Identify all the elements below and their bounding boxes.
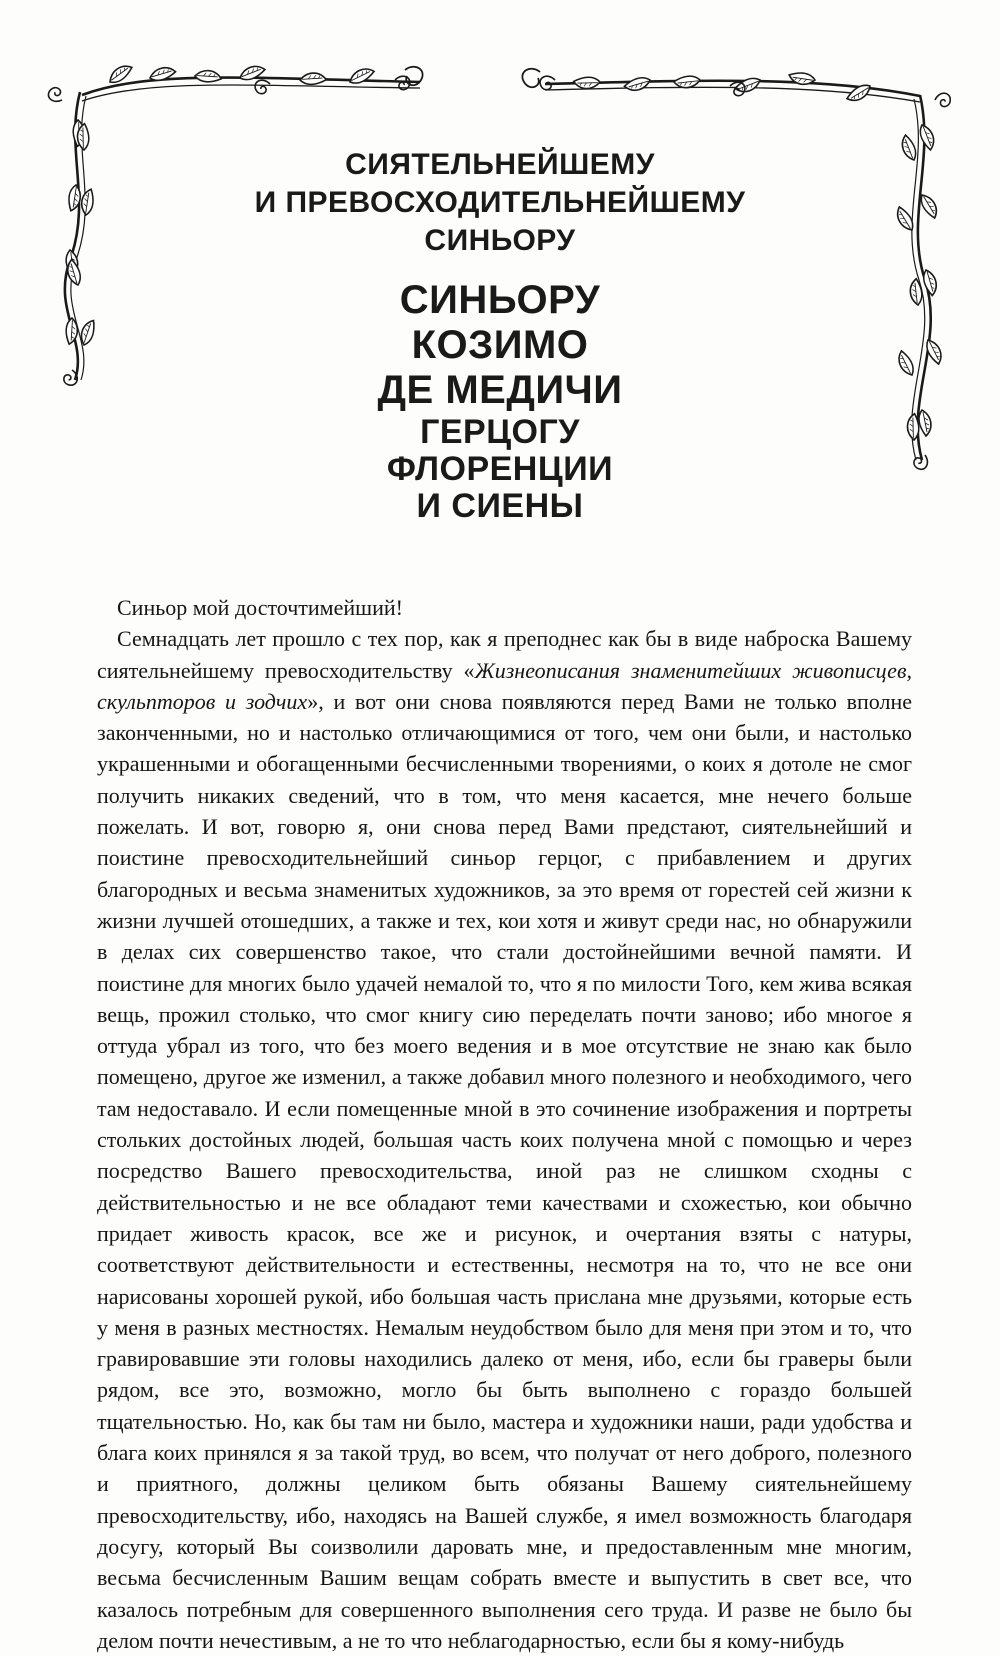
name-line-1: СИНЬОРУ — [399, 278, 601, 322]
frame-top-right — [522, 68, 920, 103]
frame-right-vine — [895, 91, 953, 470]
dedication-heading — [150, 146, 850, 260]
letter-body — [97, 592, 912, 1656]
frame-top-left — [82, 63, 423, 101]
name-line-3: ДЕ МЕДИЧИ — [377, 368, 623, 412]
title-line-1: ГЕРЦОГУ — [420, 413, 580, 451]
paragraph-rest: », и вот они снова появляются перед Вами не только вполне законченными, но и настолько отличающимися от того, чем они были, и настолько украшенными и обогащенными бесчисленными творениями, о коих я дотоле не смог получить никаких сведений, что в том, что меня касается, мне нечего больше пожелать. И вот, говорю я, они снова перед Вами предстают, сиятельнейший и поистине превосходительнейший синьор герцог, с прибавлением и других благородных и весьма знаменитых художников, за это время от горестей сей жизни к жизни лучшей отошедших, а также и тех, кои хотя и живут среди нас, но обнаружили в делах сих совершенство такое, что стали достойнейшими вечной памяти. И поистине для многих было удачей немалой то, что я по милости Того, кем жива всякая вещь, прожил столько, что смог книгу сию переделать почти заново; ибо многое я оттуда убрал из того, что без моего ведения и в мое отсутствие не знаю как было помещено, другое же изменил, а также добавил много полезного и необходимого, чего там недоставало. И если помещенные мной в это сочинение изображения и портреты стольких достойных людей, большая часть коих получена мной с помощью и через посредство Вашего превосходительства, иной раз не слишком сходны с действительностью и не все обладают теми качествами и схожестью, кои обычно придает живость красок, все же и рисунок, и очертания взяты с натуры, соответствуют действительности и естественны, несмотря на то, что не все они нарисованы хорошей рукой, ибо большая часть прислана мне друзьями, которые есть у меня в разных местностях. Немалым неудобством было для меня при этом и то, что гравировавшие эти головы находились далеко от меня, ибо, если бы граверы были рядом, все это, возможно, могло бы быть выполнено с гораздо большей тщательностью. Но, как бы там ни было, мастера и художники наши, ради удобства и блага коих принялся я за такой труд, во всем, что получат от него доброго, полезного и приятного, должны целиком быть обязаны Вашему сиятельнейшему превосходительству, ибо, находясь на Вашей службе, я имел возможность благодаря досугу, который Вы соизволили даровать мне, и предоставленным мне многим, весьма бесчисленным Вашим вещам собрать вместе и выпустить в свет все, что казалось потребным для совершенного выполнения сего труда. И разве не было бы делом почти нечестивым, а не то что неблагодарностью, если бы я кому-нибудь — [97, 688, 912, 1653]
frame-left-vine — [47, 86, 100, 387]
title-line-3: И СИЕНЫ — [416, 487, 584, 525]
book-title: Жизнеописания знаменитейших живописцев, скульпторов и зодчих — [97, 657, 912, 714]
name-line-2: КОЗИМО — [411, 323, 589, 367]
paragraph-intro: Семнадцать лет прошло с тех пор, как я преподнес как бы в виде наброска Вашему сиятельнейшему превосходительству « — [97, 626, 912, 683]
letter-paragraph — [97, 623, 912, 1656]
dedication-line-2: И ПРЕВОСХОДИТЕЛЬНЕЙШЕМУ — [254, 186, 746, 219]
name-heading — [150, 278, 850, 413]
salutation: Синьор мой досточтимейший! — [117, 595, 403, 620]
dedication-line-3: СИНЬОРУ — [424, 224, 576, 257]
title-heading — [150, 414, 850, 525]
title-line-2: ФЛОРЕНЦИИ — [386, 450, 614, 488]
dedication-line-1: СИЯТЕЛЬНЕЙШЕМУ — [345, 148, 655, 181]
